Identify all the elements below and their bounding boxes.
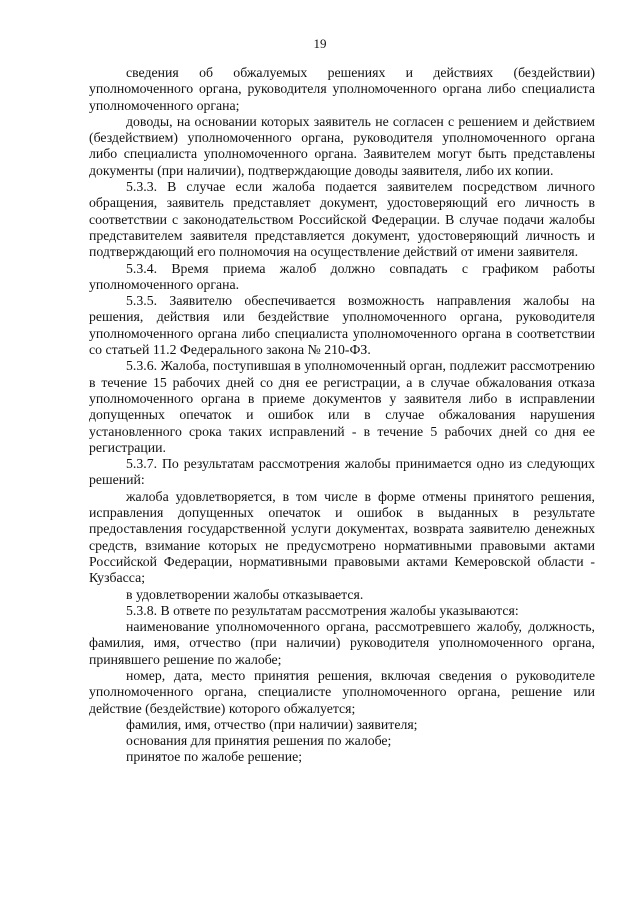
paragraph: 5.3.6. Жалоба, поступившая в уполномоченный орган, подлежит рассмотрению в течение 15 рабочих дней со дня ее регистрации, а в случае обжалования отказа уполномоченного органа в приеме документов у заявителя либо в исправлении допущенных опечаток и ошибок или в случае обжалования нарушения установленного срока таких исправлений - в течение 5 рабочих дней со дня ее регистрации. <box>89 358 595 455</box>
paragraph: 5.3.7. По результатам рассмотрения жалобы принимается одно из следующих решений: <box>89 456 595 488</box>
paragraph: жалоба удовлетворяется, в том числе в форме отмены принятого решения, исправления допущенных опечаток и ошибок в выданных в результате предоставления государственной услуги документах, возврата заявителю денежных средств, взимание которых не предусмотрено нормативными правовыми актами Российской Федерации, нормативными правовыми актами Кемеровской области - Кузбасса; <box>89 488 595 586</box>
paragraph: основания для принятия решения по жалобе; <box>126 733 392 749</box>
paragraph: фамилия, имя, отчество (при наличии) заявителя; <box>126 716 418 732</box>
page-number: 19 <box>313 36 327 51</box>
paragraph: сведения об обжалуемых решениях и действиях (бездействии) уполномоченного органа, руководителя уполномоченного органа либо специалиста уполномоченного органа; <box>89 65 595 113</box>
document-text <box>89 65 595 766</box>
paragraph: наименование уполномоченного органа, рассмотревшего жалобу, должность, фамилия, имя, отчество (при наличии) руководителя уполномоченного органа, принявшего решение по жалобе; <box>89 619 595 667</box>
paragraph: 5.3.8. В ответе по результатам рассмотрения жалобы указываются: <box>126 602 519 618</box>
paragraph: 5.3.3. В случае если жалоба подается заявителем посредством личного обращения, заявитель представляет документ, удостоверяющий его личность в соответствии с законодательством Российской Федерации. В случае подачи жалобы представителем заявителя представляется документ, удостоверяющий личность и подтверждающий его полномочия на осуществление действий от имени заявителя. <box>89 179 595 260</box>
paragraph: номер, дата, место принятия решения, включая сведения о руководителе уполномоченного органа, специалисте уполномоченного органа, решение или действие (бездействие) которого обжалуется; <box>89 667 595 716</box>
paragraph: в удовлетворении жалобы отказывается. <box>126 586 364 602</box>
paragraph: 5.3.5. Заявителю обеспечивается возможность направления жалобы на решения, действия или бездействие уполномоченного органа, руководителя уполномоченного органа либо специалиста уполномоченного органа в соответствии со статьей 11.2 Федерального закона № 210-ФЗ. <box>89 293 595 358</box>
paragraph: принятое по жалобе решение; <box>126 749 303 765</box>
paragraph: 5.3.4. Время приема жалоб должно совпадать с графиком работы уполномоченного органа. <box>89 260 595 292</box>
paragraph: доводы, на основании которых заявитель не согласен с решением и действием (бездействием) уполномоченного органа, руководителя уполномоченного органа либо специалиста уполномоченного органа. Заявителем могут быть представлены документы (при наличии), подтверждающие доводы заявителя, либо их копии. <box>89 113 595 178</box>
